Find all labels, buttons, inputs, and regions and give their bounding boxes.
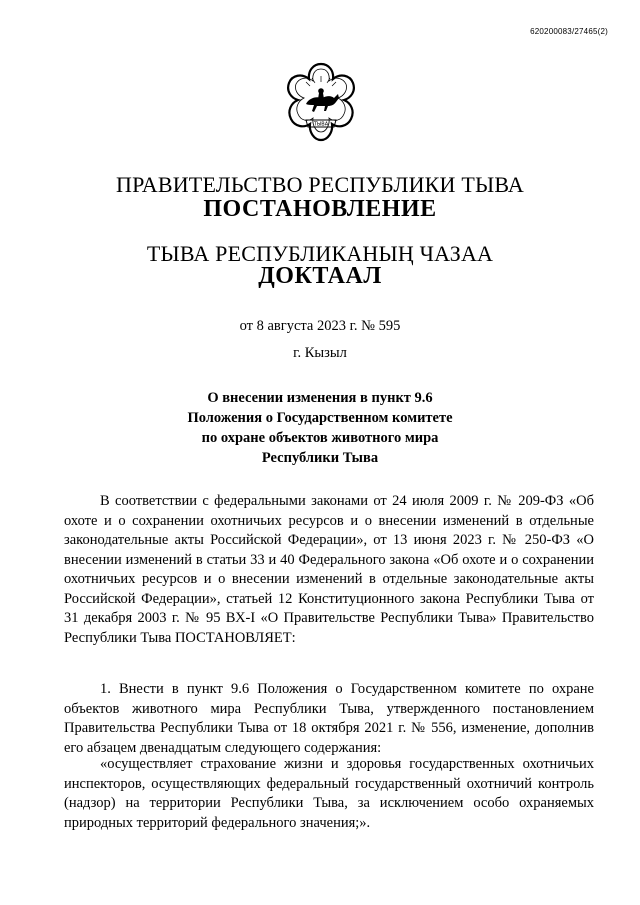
rider-figure bbox=[306, 88, 339, 112]
body-paragraph bbox=[64, 755, 594, 833]
preamble-text: В соответствии с федеральными законами от 24 июля 2009 г. № 209-ФЗ «Об охоте и о сохранении охотничьих ресурсов и о внесении изменений в отдельные законодательные акты Российской Федерации», от 13 июня 2023 г. № 250-ФЗ «О внесении изменений в статьи 33 и 40 Федерального закона «Об охоте и о сохранении охотничьих ресурсов и о внесении изменений в отдельные законодательные акты Российской Федерации», статьей 12 Конституционного закона Республики Тыва от 31 декабря 2003 г. № 95 ВХ-I «О Правительстве Республики Тыва» Правительство Республики Тыва ПОСТАНОВЛЯЕТ: bbox=[64, 493, 594, 646]
title-line: Положения о Государственном комитете bbox=[187, 410, 453, 426]
amendment-quote-text: «осуществляет страхование жизни и здоровья государственных охотничьих инспекторов, осуществляющих федеральный государственный охотничий контроль (надзор) на территории Республики Тыва, за исключением особо охраняемых природных территорий федерального значения;». bbox=[64, 756, 594, 831]
body-paragraph bbox=[64, 680, 594, 758]
ribbon-text: ТЫВА bbox=[313, 121, 329, 128]
sun-rays bbox=[306, 76, 336, 86]
government-name-tyv: ТЫВА РЕСПУБЛИКАНЫҢ ЧАЗАА bbox=[146, 241, 494, 266]
title-line: по охране объектов животного мира bbox=[201, 430, 439, 446]
decree-type-tyv: ДОКТААЛ bbox=[258, 263, 382, 289]
decree-city: г. Кызыл bbox=[293, 345, 347, 361]
title-line: О внесении изменения в пункт 9.6 bbox=[207, 390, 433, 406]
body-paragraph bbox=[64, 492, 594, 648]
decree-title bbox=[0, 388, 640, 468]
coat-of-arms-emblem bbox=[276, 58, 366, 148]
decree-date-number: от 8 августа 2023 г. № 595 bbox=[239, 318, 401, 334]
title-line: Республики Тыва bbox=[261, 450, 379, 466]
decree-type-ru: ПОСТАНОВЛЕНИЕ bbox=[203, 196, 437, 222]
government-name-ru: ПРАВИТЕЛЬСТВО РЕСПУБЛИКИ ТЫВА bbox=[116, 172, 524, 197]
document-number: 620200083/27465(2) bbox=[530, 27, 608, 36]
clause-1-text: 1. Внести в пункт 9.6 Положения о Государственном комитете по охране объектов животного мира Республики Тыва, утвержденного постановлением Правительства Республики Тыва от 18 октября 2021 г. № 556, изменение, дополнив его абзацем двенадцатым следующего содержания: bbox=[64, 681, 594, 756]
